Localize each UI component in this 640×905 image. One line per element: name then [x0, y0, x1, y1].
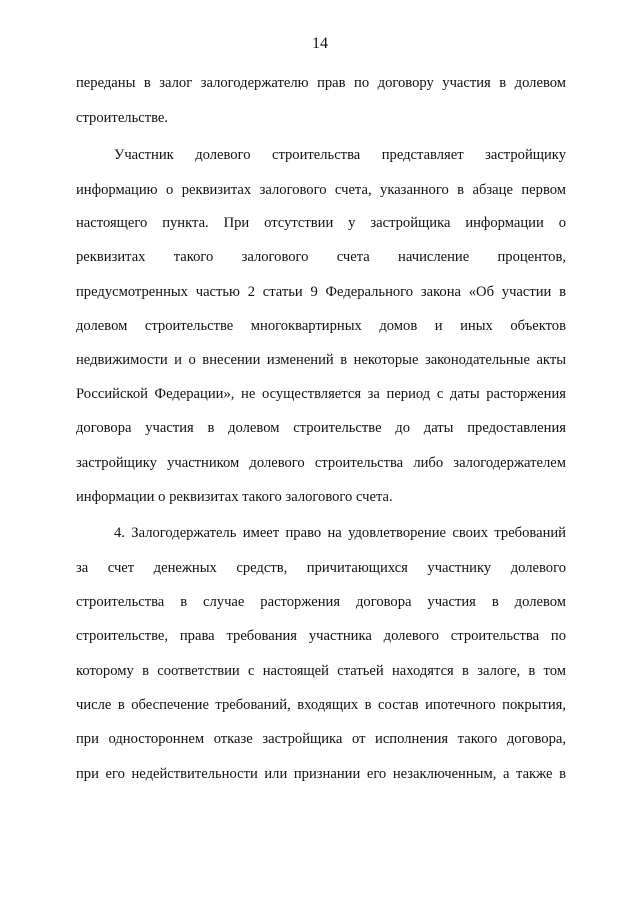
text-line: настоящего пункта. При отсутствии у застройщика информации о — [76, 215, 566, 231]
text-line: строительстве. — [76, 110, 169, 126]
page-number: 14 — [312, 35, 328, 52]
text-line: Российской Федерации», не осуществляется за период с даты расторжения — [76, 386, 566, 402]
text-line: при одностороннем отказе застройщика от исполнения такого договора, — [76, 731, 566, 747]
text-line: реквизитах такого залогового счета начисление процентов, — [76, 249, 566, 265]
text-line: переданы в залог залогодержателю прав по договору участия в долевом — [76, 75, 566, 91]
text-line: договора участия в долевом строительстве до даты предоставления — [76, 420, 566, 436]
text-line: 4. Залогодержатель имеет право на удовлетворение своих требований — [114, 525, 566, 541]
text-line: при его недействительности или признании его незаключенным, а также в — [76, 766, 566, 782]
text-line: информации о реквизитах такого залогового счета. — [76, 489, 393, 505]
text-line: информацию о реквизитах залогового счета, указанного в абзаце первом — [76, 182, 566, 198]
text-line: за счет денежных средств, причитающихся участнику долевого — [76, 560, 566, 576]
text-line: недвижимости и о внесении изменений в некоторые законодательные акты — [76, 352, 566, 368]
text-line: предусмотренных частью 2 статьи 9 Федерального закона «Об участии в — [76, 284, 566, 300]
text-line: которому в соответствии с настоящей статьей находятся в залоге, в том — [76, 663, 566, 679]
text-line: строительстве, права требования участника долевого строительства по — [76, 628, 566, 644]
text-line: числе в обеспечение требований, входящих в состав ипотечного покрытия, — [76, 697, 566, 713]
text-line: долевом строительстве многоквартирных домов и иных объектов — [76, 318, 566, 334]
text-line: застройщику участником долевого строительства либо залогодержателем — [76, 455, 566, 471]
text-line: строительства в случае расторжения договора участия в долевом — [76, 594, 566, 610]
text-line: Участник долевого строительства представляет застройщику — [114, 147, 566, 163]
